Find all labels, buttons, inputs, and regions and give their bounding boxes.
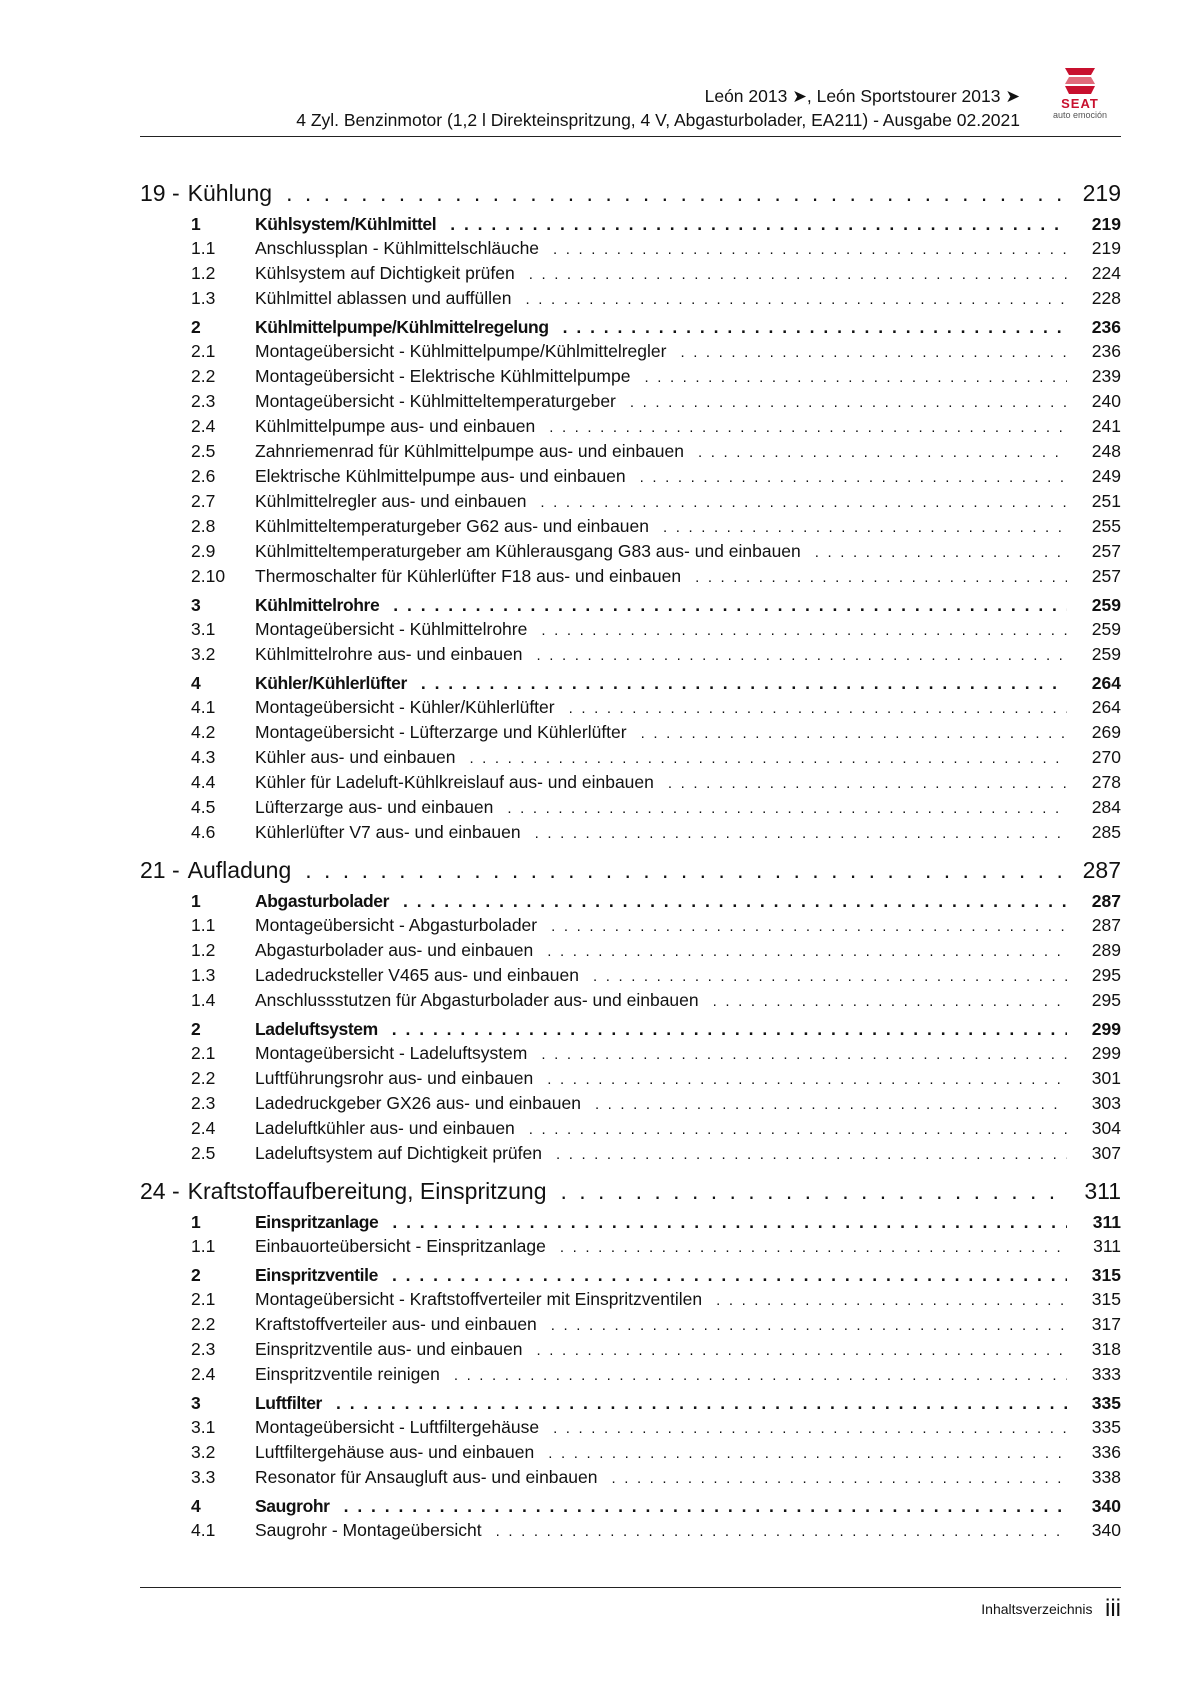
toc-entry-page: 285: [1091, 822, 1121, 842]
toc-entry-number: 2.5: [191, 1143, 216, 1163]
toc-entry-page: 311: [1084, 1178, 1121, 1204]
toc-entry-page: 304: [1091, 1118, 1121, 1138]
toc-entry-number: 2.4: [191, 1364, 216, 1384]
toc-entry-title: Kraftstoffverteiler aus- und einbauen: [255, 1314, 537, 1334]
table-of-contents: [140, 180, 1121, 1545]
dot-leader: [548, 1445, 1067, 1462]
toc-entry-number: 2.2: [191, 1068, 216, 1088]
toc-entry-title: Montageübersicht - Kühlmittelrohre: [255, 619, 528, 639]
footer-divider: [140, 1587, 1121, 1588]
dot-leader: [392, 1019, 1067, 1040]
toc-sub-row[interactable]: [140, 238, 1121, 263]
toc-entry-page: 241: [1091, 416, 1121, 436]
toc-sub-row[interactable]: [140, 1093, 1121, 1118]
toc-entry-number: 2.7: [191, 491, 216, 511]
toc-entry-number: 3: [191, 1393, 201, 1413]
toc-entry-number: 1.3: [191, 288, 216, 308]
toc-entry-number: 3.1: [191, 1417, 216, 1437]
dot-leader: [553, 241, 1067, 258]
toc-entry-number: 2.10: [191, 566, 226, 586]
toc-section-row[interactable]: [140, 1212, 1121, 1236]
dot-leader: [450, 214, 1067, 235]
toc-section-row[interactable]: [140, 891, 1121, 915]
toc-sub-row[interactable]: [140, 965, 1121, 990]
toc-entry-number: 2.4: [191, 1118, 216, 1138]
toc-entry-number: 3.2: [191, 644, 216, 664]
toc-entry-number: 2.5: [191, 441, 216, 461]
dot-leader: [336, 1393, 1067, 1414]
toc-sub-row[interactable]: [140, 288, 1121, 313]
header-model-line: León 2013 ➤, León Sportstourer 2013 ➤: [704, 86, 1020, 106]
dot-leader: [541, 622, 1067, 639]
toc-entry-page: 264: [1091, 697, 1121, 717]
toc-sub-row[interactable]: [140, 1289, 1121, 1314]
toc-entry-page: 333: [1091, 1364, 1121, 1384]
toc-section-row[interactable]: [140, 1265, 1121, 1289]
toc-sub-row[interactable]: [140, 915, 1121, 940]
dot-leader: [815, 544, 1067, 561]
toc-entry-title: Kühlmitteltemperaturgeber am Kühlerausgang G83 aus- und einbauen: [255, 541, 801, 561]
toc-entry-title: Einspritzanlage: [255, 1212, 379, 1232]
toc-entry-title: Montageübersicht - Lüfterzarge und Kühlerlüfter: [255, 722, 627, 742]
toc-entry-page: 287: [1091, 891, 1121, 911]
toc-entry-number: 2: [191, 317, 201, 337]
toc-entry-title: Saugrohr: [255, 1496, 330, 1516]
toc-sub-row[interactable]: [140, 1236, 1121, 1261]
toc-entry-number: 3.1: [191, 619, 216, 639]
toc-entry-page: 315: [1091, 1265, 1121, 1285]
toc-entry-number: 4.2: [191, 722, 216, 742]
toc-sub-row[interactable]: [140, 1364, 1121, 1389]
dot-leader: [695, 569, 1067, 586]
toc-section-row[interactable]: [140, 595, 1121, 619]
toc-entry-number: 2.6: [191, 466, 216, 486]
header-engine-line: 4 Zyl. Benzinmotor (1,2 l Direkteinspritzung, 4 V, Abgasturbolader, EA211) - Ausgabe 02.2021: [296, 110, 1020, 130]
dot-leader: [507, 800, 1067, 817]
toc-entry-number: 1.4: [191, 990, 216, 1010]
toc-entry-page: 259: [1091, 644, 1121, 664]
seat-logo: [1040, 66, 1120, 126]
toc-entry-title: Einspritzventile aus- und einbauen: [255, 1339, 523, 1359]
toc-entry-page: 315: [1091, 1289, 1121, 1309]
dot-leader: [286, 180, 1065, 207]
header-divider: [140, 136, 1121, 137]
toc-entry-page: 287: [1091, 915, 1121, 935]
toc-entry-title: Ladeluftsystem: [255, 1019, 378, 1039]
toc-entry-title: Kühlsystem/Kühlmittel: [255, 214, 437, 234]
toc-entry-number: 1.3: [191, 965, 216, 985]
toc-entry-page: 340: [1091, 1520, 1121, 1540]
toc-entry-page: 335: [1091, 1417, 1121, 1437]
page-header: [140, 84, 1020, 132]
toc-chapter-row[interactable]: [140, 180, 1121, 210]
toc-section-row[interactable]: [140, 317, 1121, 341]
toc-section-row[interactable]: [140, 673, 1121, 697]
footer-section-label: Inhaltsverzeichnis: [981, 1601, 1093, 1617]
dot-leader: [716, 1292, 1067, 1309]
toc-sub-row[interactable]: [140, 772, 1121, 797]
toc-sub-row[interactable]: [140, 391, 1121, 416]
toc-entry-number: 4.1: [191, 1520, 216, 1540]
toc-sub-row[interactable]: [140, 1417, 1121, 1442]
logo-wordmark: SEAT: [1061, 96, 1099, 111]
toc-entry-page: 264: [1091, 673, 1121, 693]
toc-sub-row[interactable]: [140, 441, 1121, 466]
toc-entry-page: 270: [1091, 747, 1121, 767]
dot-leader: [698, 444, 1067, 461]
dot-leader: [563, 317, 1067, 338]
toc-entry-number: 2: [191, 1019, 201, 1039]
page-footer: [140, 1595, 1121, 1623]
toc-entry-page: 301: [1091, 1068, 1121, 1088]
toc-sub-row[interactable]: [140, 416, 1121, 441]
dot-leader: [630, 394, 1067, 411]
toc-entry-number: 1: [191, 214, 201, 234]
dot-leader: [496, 1523, 1067, 1540]
toc-entry-number: 2.2: [191, 1314, 216, 1334]
toc-entry-page: 295: [1091, 965, 1121, 985]
toc-entry-page: 257: [1091, 541, 1121, 561]
toc-entry-page: 255: [1091, 516, 1121, 536]
toc-sub-row[interactable]: [140, 566, 1121, 591]
toc-entry-page: 249: [1091, 466, 1121, 486]
toc-entry-number: 1.1: [191, 238, 216, 258]
toc-entry-page: 311: [1093, 1236, 1121, 1256]
dot-leader: [551, 918, 1067, 935]
dot-leader: [611, 1470, 1067, 1487]
toc-entry-number: 4: [191, 673, 201, 693]
dot-leader: [469, 750, 1067, 767]
toc-entry-page: 340: [1091, 1496, 1121, 1516]
toc-entry-title: Montageübersicht - Luftfiltergehäuse: [255, 1417, 540, 1437]
dot-leader: [526, 291, 1067, 308]
toc-entry-number: 2.1: [191, 341, 216, 361]
dot-leader: [541, 1046, 1067, 1063]
dot-leader: [344, 1496, 1067, 1517]
toc-entry-number: 2.2: [191, 366, 216, 386]
toc-entry-title: Anschlussstutzen für Abgasturbolader aus- und einbauen: [255, 990, 699, 1010]
dot-leader: [392, 1265, 1067, 1286]
toc-entry-page: 336: [1091, 1442, 1121, 1462]
dot-leader: [560, 1239, 1067, 1256]
dot-leader: [663, 519, 1067, 536]
toc-entry-title: Ladedruckgeber GX26 aus- und einbauen: [255, 1093, 581, 1113]
toc-entry-page: 240: [1091, 391, 1121, 411]
toc-entry-title: Ladeluftsystem auf Dichtigkeit prüfen: [255, 1143, 542, 1163]
seat-logo-icon: [1061, 66, 1099, 96]
toc-section-row[interactable]: [140, 1019, 1121, 1043]
toc-entry-number: 3: [191, 595, 201, 615]
dot-leader: [547, 943, 1067, 960]
dot-leader: [529, 266, 1067, 283]
toc-entry-page: 251: [1091, 491, 1121, 511]
toc-entry-title: Resonator für Ansaugluft aus- und einbauen: [255, 1467, 598, 1487]
dot-leader: [305, 857, 1065, 884]
dot-leader: [551, 1317, 1067, 1334]
toc-entry-number: 1.1: [191, 1236, 216, 1256]
toc-sub-row[interactable]: [140, 516, 1121, 541]
toc-entry-page: 303: [1091, 1093, 1121, 1113]
dot-leader: [421, 673, 1067, 694]
toc-entry-number: 1.2: [191, 940, 216, 960]
toc-sub-row[interactable]: [140, 940, 1121, 965]
toc-entry-title: Luftführungsrohr aus- und einbauen: [255, 1068, 534, 1088]
toc-sub-row[interactable]: [140, 1520, 1121, 1545]
toc-entry-title: Thermoschalter für Kühlerlüfter F18 aus- und einbauen: [255, 566, 682, 586]
toc-entry-number: 2.3: [191, 1339, 216, 1359]
toc-entry-page: 335: [1091, 1393, 1121, 1413]
dot-leader: [537, 1342, 1067, 1359]
dot-leader: [641, 725, 1067, 742]
toc-entry-number: 1.1: [191, 915, 216, 935]
toc-entry-title: Kühlsystem auf Dichtigkeit prüfen: [255, 263, 515, 283]
toc-entry-title: Montageübersicht - Kraftstoffverteiler mit Einspritzventilen: [255, 1289, 703, 1309]
toc-sub-row[interactable]: [140, 990, 1121, 1015]
toc-entry-number: 2.8: [191, 516, 216, 536]
toc-entry-title: Kühlmittelpumpe aus- und einbauen: [255, 416, 536, 436]
toc-entry-title: Zahnriemenrad für Kühlmittelpumpe aus- und einbauen: [255, 441, 685, 461]
toc-entry-number: 2.1: [191, 1043, 216, 1063]
dot-leader: [392, 1212, 1067, 1233]
toc-entry-number: 4.5: [191, 797, 216, 817]
logo-tagline: auto emoción: [1052, 110, 1108, 120]
toc-entry-title: Aufladung: [187, 857, 292, 883]
toc-entry-title: Montageübersicht - Elektrische Kühlmittelpumpe: [255, 366, 631, 386]
toc-entry-number: 4.4: [191, 772, 216, 792]
toc-entry-number: 2.9: [191, 541, 216, 561]
dot-leader: [529, 1121, 1067, 1138]
toc-sub-row[interactable]: [140, 1068, 1121, 1093]
toc-sub-row[interactable]: [140, 366, 1121, 391]
toc-entry-number: 4.6: [191, 822, 216, 842]
toc-section-row[interactable]: [140, 1393, 1121, 1417]
toc-entry-title: Einspritzventile reinigen: [255, 1364, 440, 1384]
dot-leader: [403, 891, 1067, 912]
toc-entry-number: 19 -: [140, 180, 180, 206]
toc-entry-title: Kühlmitteltemperaturgeber G62 aus- und einbauen: [255, 516, 649, 536]
toc-entry-page: 318: [1091, 1339, 1121, 1359]
dot-leader: [537, 647, 1067, 664]
toc-entry-title: Ladedrucksteller V465 aus- und einbauen: [255, 965, 579, 985]
toc-sub-row[interactable]: [140, 1442, 1121, 1467]
toc-entry-page: 311: [1092, 1212, 1121, 1232]
dot-leader: [644, 369, 1067, 386]
dot-leader: [454, 1367, 1067, 1384]
toc-entry-title: Kühler/Kühlerlüfter: [255, 673, 407, 693]
toc-sub-row[interactable]: [140, 1118, 1121, 1143]
dot-leader: [393, 595, 1067, 616]
toc-entry-page: 289: [1091, 940, 1121, 960]
toc-section-row[interactable]: [140, 1496, 1121, 1520]
toc-entry-title: Kraftstoffaufbereitung, Einspritzung: [187, 1178, 547, 1204]
toc-entry-number: 4.1: [191, 697, 216, 717]
toc-entry-title: Montageübersicht - Kühlmitteltemperaturgeber: [255, 391, 616, 411]
toc-sub-row[interactable]: [140, 1043, 1121, 1068]
toc-entry-page: 278: [1091, 772, 1121, 792]
toc-entry-number: 2.4: [191, 416, 216, 436]
toc-entry-title: Einspritzventile: [255, 1265, 378, 1285]
toc-entry-page: 236: [1091, 317, 1121, 337]
toc-entry-title: Abgasturbolader aus- und einbauen: [255, 940, 534, 960]
toc-sub-row[interactable]: [140, 644, 1121, 669]
toc-entry-title: Kühlmittel ablassen und auffüllen: [255, 288, 512, 308]
dot-leader: [540, 494, 1067, 511]
dot-leader: [680, 344, 1067, 361]
toc-entry-number: 24 -: [140, 1178, 180, 1204]
toc-entry-page: 224: [1091, 263, 1121, 283]
toc-entry-number: 3.2: [191, 1442, 216, 1462]
toc-entry-page: 219: [1091, 238, 1121, 258]
toc-entry-number: 2: [191, 1265, 201, 1285]
dot-leader: [593, 968, 1067, 985]
toc-sub-row[interactable]: [140, 697, 1121, 722]
toc-sub-row[interactable]: [140, 541, 1121, 566]
toc-sub-row[interactable]: [140, 1339, 1121, 1364]
toc-section-row[interactable]: [140, 214, 1121, 238]
toc-entry-title: Elektrische Kühlmittelpumpe aus- und einbauen: [255, 466, 626, 486]
toc-entry-number: 1: [191, 1212, 201, 1232]
toc-entry-page: 307: [1091, 1143, 1121, 1163]
toc-sub-row[interactable]: [140, 466, 1121, 491]
toc-entry-page: 219: [1091, 214, 1121, 234]
toc-entry-title: Anschlussplan - Kühlmittelschläuche: [255, 238, 540, 258]
toc-entry-page: 248: [1091, 441, 1121, 461]
toc-entry-page: 259: [1091, 619, 1121, 639]
toc-entry-number: 21 -: [140, 857, 180, 883]
toc-sub-row[interactable]: [140, 747, 1121, 772]
toc-entry-title: Kühlung: [187, 180, 273, 206]
toc-sub-row[interactable]: [140, 822, 1121, 847]
toc-entry-page: 317: [1091, 1314, 1121, 1334]
toc-entry-title: Luftfiltergehäuse aus- und einbauen: [255, 1442, 535, 1462]
toc-entry-page: 269: [1091, 722, 1121, 742]
toc-entry-number: 2.3: [191, 1093, 216, 1113]
toc-chapter-row[interactable]: [140, 857, 1121, 887]
dot-leader: [668, 775, 1067, 792]
toc-entry-title: Luftfilter: [255, 1393, 322, 1413]
toc-entry-title: Montageübersicht - Abgasturbolader: [255, 915, 538, 935]
toc-entry-title: Kühlmittelpumpe/Kühlmittelregelung: [255, 317, 549, 337]
toc-entry-number: 1: [191, 891, 201, 911]
dot-leader: [640, 469, 1067, 486]
toc-entry-number: 2.3: [191, 391, 216, 411]
toc-entry-title: Montageübersicht - Ladeluftsystem: [255, 1043, 528, 1063]
toc-entry-number: 2.1: [191, 1289, 216, 1309]
dot-leader: [535, 825, 1067, 842]
toc-entry-title: Lüfterzarge aus- und einbauen: [255, 797, 494, 817]
toc-entry-title: Einbauorteübersicht - Einspritzanlage: [255, 1236, 546, 1256]
toc-sub-row[interactable]: [140, 797, 1121, 822]
toc-entry-page: 257: [1091, 566, 1121, 586]
dot-leader: [713, 993, 1067, 1010]
toc-entry-page: 228: [1091, 288, 1121, 308]
toc-entry-title: Kühler aus- und einbauen: [255, 747, 456, 767]
footer-page-number: iii: [1105, 1595, 1121, 1622]
toc-sub-row[interactable]: [140, 1143, 1121, 1168]
dot-leader: [553, 1420, 1067, 1437]
toc-sub-row[interactable]: [140, 1467, 1121, 1492]
toc-entry-title: Saugrohr - Montageübersicht: [255, 1520, 482, 1540]
toc-entry-page: 299: [1091, 1019, 1121, 1039]
dot-leader: [595, 1096, 1067, 1113]
dot-leader: [547, 1071, 1067, 1088]
toc-entry-title: Montageübersicht - Kühler/Kühlerlüfter: [255, 697, 555, 717]
toc-entry-number: 4.3: [191, 747, 216, 767]
toc-entry-page: 239: [1091, 366, 1121, 386]
toc-sub-row[interactable]: [140, 722, 1121, 747]
toc-entry-page: 219: [1082, 180, 1121, 206]
toc-entry-page: 295: [1091, 990, 1121, 1010]
toc-entry-page: 236: [1091, 341, 1121, 361]
dot-leader: [561, 1178, 1066, 1205]
toc-entry-number: 3.3: [191, 1467, 216, 1487]
toc-entry-page: 284: [1091, 797, 1121, 817]
toc-entry-title: Ladeluftkühler aus- und einbauen: [255, 1118, 515, 1138]
toc-sub-row[interactable]: [140, 491, 1121, 516]
toc-entry-title: Montageübersicht - Kühlmittelpumpe/Kühlmittelregler: [255, 341, 667, 361]
toc-entry-title: Kühlmittelrohre: [255, 595, 380, 615]
toc-entry-number: 4: [191, 1496, 201, 1516]
dot-leader: [556, 1146, 1067, 1163]
toc-sub-row[interactable]: [140, 263, 1121, 288]
toc-entry-title: Kühlmittelrohre aus- und einbauen: [255, 644, 523, 664]
toc-entry-title: Kühlmittelregler aus- und einbauen: [255, 491, 527, 511]
toc-entry-title: Kühlerlüfter V7 aus- und einbauen: [255, 822, 521, 842]
toc-entry-page: 259: [1091, 595, 1121, 615]
toc-sub-row[interactable]: [140, 619, 1121, 644]
toc-sub-row[interactable]: [140, 341, 1121, 366]
toc-entry-page: 287: [1082, 857, 1121, 883]
toc-entry-number: 1.2: [191, 263, 216, 283]
toc-entry-page: 299: [1091, 1043, 1121, 1063]
toc-chapter-row[interactable]: [140, 1178, 1121, 1208]
toc-entry-title: Kühler für Ladeluft-Kühlkreislauf aus- und einbauen: [255, 772, 654, 792]
toc-entry-title: Abgasturbolader: [255, 891, 390, 911]
dot-leader: [569, 700, 1067, 717]
toc-sub-row[interactable]: [140, 1314, 1121, 1339]
toc-entry-page: 338: [1091, 1467, 1121, 1487]
dot-leader: [549, 419, 1067, 436]
